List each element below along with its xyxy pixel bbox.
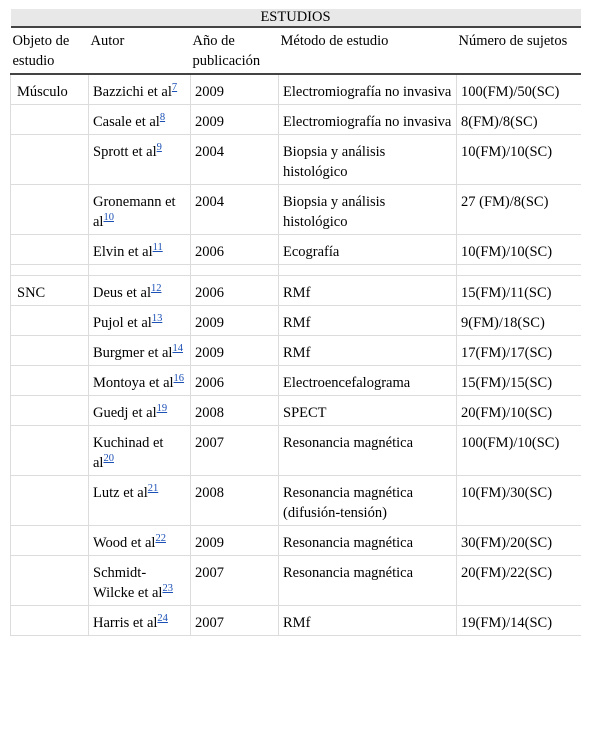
table-row (11, 135, 581, 185)
author-name: Guedj et al (93, 405, 157, 421)
reference-link[interactable]: 9 (156, 142, 162, 154)
author-name: Kuchinad et al (93, 435, 164, 471)
cell-author (89, 556, 191, 606)
reference-link[interactable]: 8 (159, 112, 166, 124)
separator-cell (457, 265, 581, 276)
cell-object (11, 105, 89, 135)
reference-link[interactable]: 10 (103, 212, 114, 224)
table-row (11, 476, 581, 526)
cell-year: 2006 (191, 235, 279, 265)
cell-year: 2009 (191, 105, 279, 135)
cell-author (89, 336, 191, 366)
cell-author (89, 276, 191, 306)
cell-year: 2008 (191, 476, 279, 526)
cell-subjects: 19(FM)/14(SC) (457, 606, 581, 636)
table-row (11, 526, 581, 556)
cell-year: 2009 (191, 336, 279, 366)
cell-author (89, 606, 191, 636)
cell-object (11, 74, 89, 105)
cell-method: Resonancia magnética (279, 526, 457, 556)
cell-object (11, 235, 89, 265)
cell-method: Resonancia magnética (difusión-tensión) (279, 476, 457, 526)
studies-table (10, 9, 581, 636)
cell-method: Biopsia y análisis histológico (279, 185, 457, 235)
cell-object (11, 366, 89, 396)
cell-subjects: 9(FM)/18(SC) (457, 306, 581, 336)
cell-method: RMf (279, 276, 457, 306)
cell-year: 2007 (191, 606, 279, 636)
cell-subjects: 8(FM)/8(SC) (457, 105, 581, 135)
cell-author (89, 476, 191, 526)
cell-method: Ecografía (279, 235, 457, 265)
reference-link[interactable]: 12 (150, 283, 162, 295)
cell-author (89, 135, 191, 185)
cell-author (89, 74, 191, 105)
cell-subjects: 15(FM)/15(SC) (457, 366, 581, 396)
cell-subjects: 20(FM)/10(SC) (457, 396, 581, 426)
cell-author (89, 526, 191, 556)
table-title: ESTUDIOS (11, 9, 581, 27)
cell-subjects: 10(FM)/30(SC) (457, 476, 581, 526)
reference-link[interactable]: 7 (171, 82, 178, 94)
author-name: Burgmer et al (93, 345, 173, 361)
author-name: Bazzichi et al (93, 84, 172, 100)
reference-link[interactable]: 19 (156, 403, 168, 415)
cell-year: 2008 (191, 396, 279, 426)
table-row (11, 366, 581, 396)
cell-object (11, 306, 89, 336)
table-row (11, 396, 581, 426)
author-name: Gronemann et al (93, 194, 176, 230)
cell-method: Electromiografía no invasiva (279, 74, 457, 105)
reference-link[interactable]: 23 (162, 583, 173, 595)
author-name: Schmidt-Wilcke et al (93, 565, 163, 601)
table-row (11, 235, 581, 265)
reference-link[interactable]: 21 (147, 483, 159, 495)
cell-object (11, 185, 89, 235)
table-row (11, 185, 581, 235)
cell-year: 2006 (191, 366, 279, 396)
reference-link[interactable]: 14 (172, 343, 183, 355)
header-object: Objeto de estudio (11, 27, 89, 74)
separator-cell (89, 265, 191, 276)
cell-author (89, 366, 191, 396)
table-row (11, 606, 581, 636)
author-name: Harris et al (93, 615, 158, 631)
cell-year: 2009 (191, 74, 279, 105)
cell-method: Biopsia y análisis histológico (279, 135, 457, 185)
author-name: Sprott et al (93, 144, 157, 160)
cell-subjects: 17(FM)/17(SC) (457, 336, 581, 366)
header-year: Año de publicación (191, 27, 279, 74)
header-method: Método de estudio (279, 27, 457, 74)
cell-year: 2004 (191, 135, 279, 185)
table-row (11, 426, 581, 476)
author-name: Pujol et al (93, 315, 152, 331)
table-row (11, 336, 581, 366)
cell-subjects: 10(FM)/10(SC) (457, 235, 581, 265)
cell-author (89, 105, 191, 135)
cell-method: Electromiografía no invasiva (279, 105, 457, 135)
cell-subjects: 100(FM)/50(SC) (457, 74, 581, 105)
cell-object (11, 336, 89, 366)
cell-subjects: 27 (FM)/8(SC) (457, 185, 581, 235)
cell-subjects: 30(FM)/20(SC) (457, 526, 581, 556)
table-row (11, 105, 581, 135)
cell-year: 2009 (191, 526, 279, 556)
table-row (11, 556, 581, 606)
reference-link[interactable]: 16 (173, 373, 185, 385)
cell-author (89, 235, 191, 265)
cell-year: 2009 (191, 306, 279, 336)
cell-year: 2007 (191, 426, 279, 476)
cell-subjects: 100(FM)/10(SC) (457, 426, 581, 476)
cell-object (11, 606, 89, 636)
cell-object (11, 476, 89, 526)
cell-subjects: 10(FM)/10(SC) (457, 135, 581, 185)
cell-subjects: 20(FM)/22(SC) (457, 556, 581, 606)
reference-link[interactable]: 24 (157, 613, 168, 625)
author-name: Casale et al (93, 114, 160, 130)
table-row (11, 276, 581, 306)
reference-link[interactable]: 11 (152, 242, 163, 254)
cell-method: SPECT (279, 396, 457, 426)
cell-method: RMf (279, 606, 457, 636)
header-row (11, 27, 581, 74)
cell-object (11, 556, 89, 606)
author-name: Elvin et al (93, 244, 153, 260)
group-label: SNC (17, 285, 46, 301)
cell-object (11, 135, 89, 185)
cell-object (11, 276, 89, 306)
cell-method: RMf (279, 306, 457, 336)
table-body (11, 74, 581, 636)
reference-link[interactable]: 13 (151, 313, 163, 325)
cell-author (89, 426, 191, 476)
studies-table-container (10, 9, 580, 636)
cell-author (89, 185, 191, 235)
cell-method: Resonancia magnética (279, 556, 457, 606)
author-name: Montoya et al (93, 375, 174, 391)
separator-cell (191, 265, 279, 276)
table-row (11, 306, 581, 336)
cell-year: 2004 (191, 185, 279, 235)
cell-method: Resonancia magnética (279, 426, 457, 476)
cell-object (11, 396, 89, 426)
cell-object (11, 526, 89, 556)
group-separator (11, 265, 581, 276)
separator-cell (11, 265, 89, 276)
cell-method: RMf (279, 336, 457, 366)
header-author: Autor (89, 27, 191, 74)
separator-cell (279, 265, 457, 276)
group-label: Músculo (17, 84, 68, 100)
cell-method: Electroencefalograma (279, 366, 457, 396)
author-name: Deus et al (93, 285, 151, 301)
cell-subjects: 15(FM)/11(SC) (457, 276, 581, 306)
author-name: Wood et al (93, 535, 156, 551)
cell-author (89, 306, 191, 336)
reference-link[interactable]: 20 (103, 453, 114, 465)
header-subjects: Número de sujetos (457, 27, 581, 74)
cell-object (11, 426, 89, 476)
reference-link[interactable]: 22 (155, 533, 166, 545)
author-name: Lutz et al (93, 485, 148, 501)
cell-author (89, 396, 191, 426)
cell-year: 2007 (191, 556, 279, 606)
table-row (11, 74, 581, 105)
cell-year: 2006 (191, 276, 279, 306)
